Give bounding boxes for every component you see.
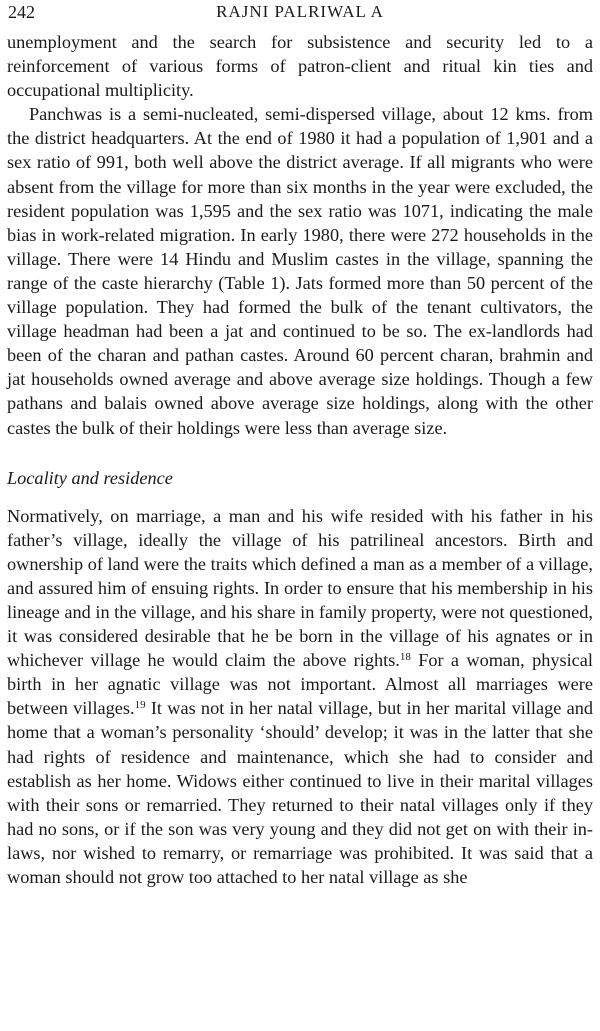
paragraph-locality-part-c: It was not in her natal village, but in her marital village and home that a woman’s personality ‘should’ develop; it was in the latter that she had rights of residence and maintenance, which she had to consider and establish as her home. Widows either continued to live in their marital villages with their sons or remarried. They returned to their natal villages only if they had no sons, or if the son was very young and they did not get on with their in-laws, nor wished to remarry, or remarriage was prohibited. It was said that a woman should not grow too attached to her natal village as she bbox=[7, 698, 593, 887]
paragraph-locality bbox=[7, 504, 593, 890]
section-heading: Locality and residence bbox=[7, 467, 173, 488]
paragraph-continuation: unemployment and the search for subsistence and security led to a reinforcement of various forms of patron-client and ritual kin ties and occupational multiplicity. bbox=[7, 32, 593, 101]
paragraph-locality-part-b: For a woman, physical birth in her agnatic village was not important. Almost all marriages were between villages. bbox=[7, 650, 593, 719]
paragraph-panchwas: Panchwas is a semi-nucleated, semi-dispersed village, about 12 kms. from the district headquarters. At the end of 1980 it had a population of 1,901 and a sex ratio of 991, both well above the district average. If all migrants who were absent from the village for more than six months in the year were excluded, the resident population was 1,595 and the sex ratio was 1071, indicating the male bias in work-related migration. In early 1980, there were 272 households in the village. There were 14 Hindu and Muslim castes in the village, spanning the range of the caste hierarchy (Table 1). Jats formed more than 50 percent of the village population. They had formed the bulk of the tenant cultivators, the village headman had been a jat and continued to be so. The ex-landlords had been of the charan and pathan castes. Around 60 percent charan, brahmin and jat households owned average and above average size holdings. Though a few pathans and balais owned above average size holdings, along with the other castes the bulk of their holdings were less than average size. bbox=[7, 104, 593, 438]
body-text bbox=[7, 30, 593, 889]
page-number: 242 bbox=[8, 2, 35, 22]
footnote-ref-19: 19 bbox=[134, 699, 146, 712]
running-head bbox=[7, 0, 593, 30]
footnote-ref-18: 18 bbox=[399, 651, 411, 664]
running-title: RAJNI PALRIWAL A bbox=[216, 2, 384, 21]
paragraph-locality-part-a: Normatively, on marriage, a man and his wife resided with his father in his father’s village, ideally the village of his patrilineal ancestors. Birth and ownership of land were the traits which defined a man as a member of a village, and assured him of ensuing rights. In order to ensure that his membership in his lineage and in the village, and his share in family property, were not questioned, it was considered desirable that he be born in the village of his agnates or in whichever village he would claim the above rights. bbox=[7, 505, 593, 671]
